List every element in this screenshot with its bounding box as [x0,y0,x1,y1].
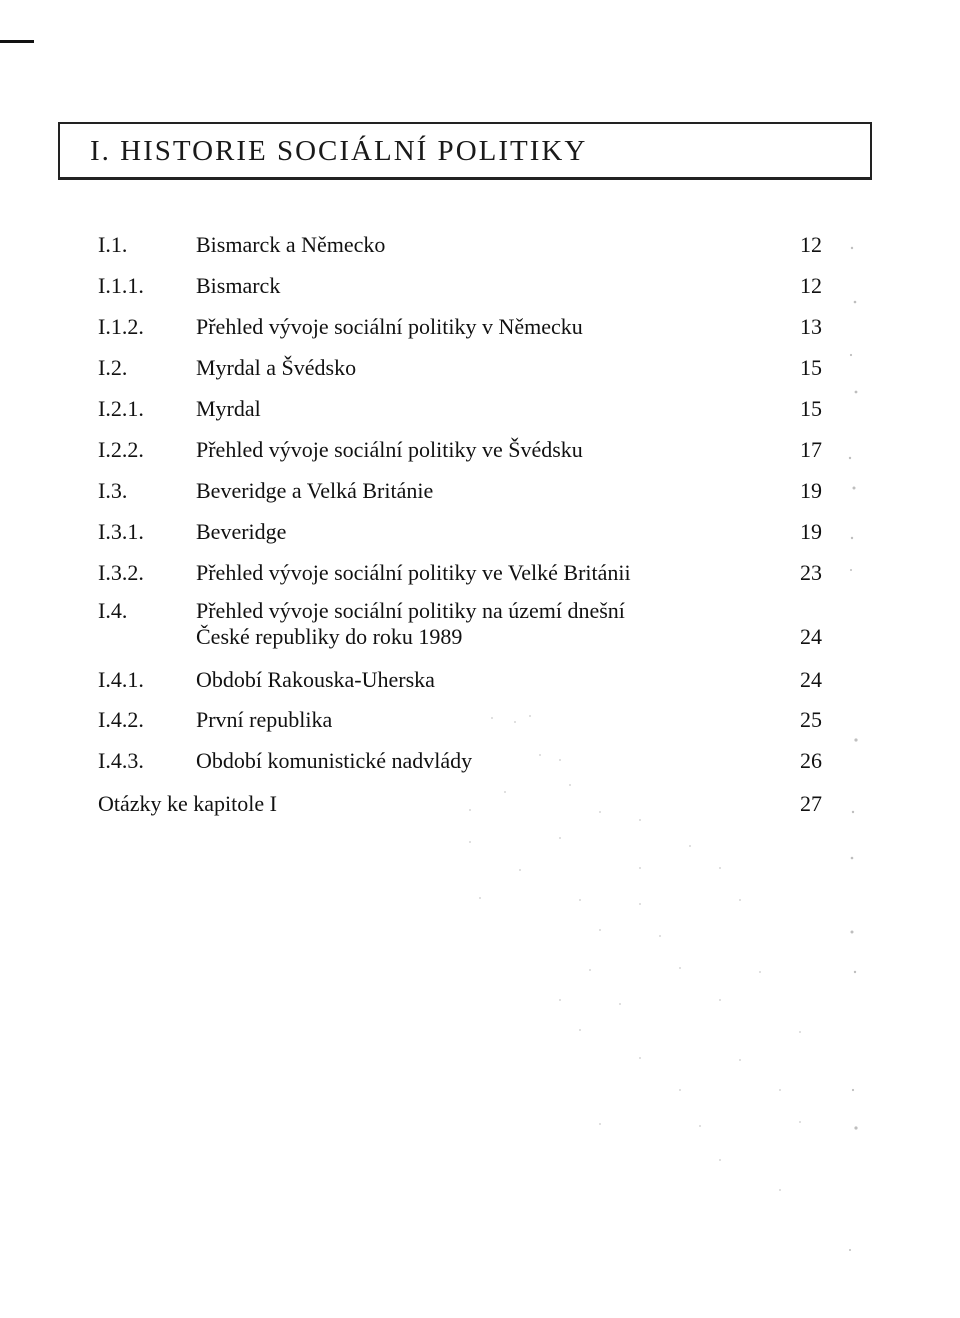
toc-entry-title: Období komunistické nadvlády [196,748,473,773]
toc-entry-number: I.4.2. [98,707,144,732]
toc-entry-title [196,598,625,650]
toc-entry-page: 13 [800,314,822,339]
toc-entry-title: Beveridge a Velká Británie [196,478,434,503]
toc-entry-number: I.2.1. [98,396,144,421]
questions-page: 27 [800,791,822,816]
chapter-title: I. HISTORIE SOCIÁLNÍ POLITIKY [90,135,588,167]
scan-edge-mark [0,40,34,43]
toc-entry-page: 19 [800,478,822,503]
toc-entry-number: I.3.1. [98,519,144,544]
toc-entry-number: I.4. [98,598,128,623]
toc-entry-title: Myrdal [196,396,261,421]
chapter-heading-box [58,122,872,180]
toc-entry-number: I.1.1. [98,273,144,298]
toc-entry-title-line-1: Přehled vývoje sociální politiky na území dnešní [196,598,625,623]
toc-entry-page: 24 [800,624,822,649]
toc-entry-page: 23 [800,560,822,585]
toc-entry-page: 19 [800,519,822,544]
toc-entry-title: Bismarck a Německo [196,232,386,257]
toc-entry-title: Beveridge [196,519,287,544]
toc-entry-title: Bismarck [196,273,281,298]
toc-entry-number: I.1.2. [98,314,144,339]
toc-entry-title: Přehled vývoje sociální politiky ve Švédsku [196,437,583,462]
toc-entry-number: I.4.1. [98,667,144,692]
toc-entry-number: I.3. [98,478,128,503]
toc-entry-title: Období Rakouska-Uherska [196,667,435,692]
toc-entry-page: 12 [800,232,822,257]
toc-entry-number: I.2.2. [98,437,144,462]
toc-entry-page: 12 [800,273,822,298]
toc-entry-page: 26 [800,748,822,773]
toc-entry-number: I.4.3. [98,748,144,773]
toc-entry-title: Přehled vývoje sociální politiky v Německu [196,314,583,339]
toc-entry-page: 17 [800,437,822,462]
toc-entry-number: I.3.2. [98,560,144,585]
toc-entry-page: 15 [800,396,822,421]
toc-entry-number: I.2. [98,355,128,380]
toc-entry-title: První republika [196,707,333,732]
toc-entry-page: 25 [800,707,822,732]
toc-entry-page: 15 [800,355,822,380]
toc-entry-number: I.1. [98,232,128,257]
toc-entry-title-line-2: České republiky do roku 1989 [196,624,463,649]
toc-entry-title: Přehled vývoje sociální politiky ve Velké Británii [196,560,631,585]
questions-title: Otázky ke kapitole I [98,791,277,816]
toc-entry-title: Myrdal a Švédsko [196,355,357,380]
toc-entry-page: 24 [800,667,822,692]
